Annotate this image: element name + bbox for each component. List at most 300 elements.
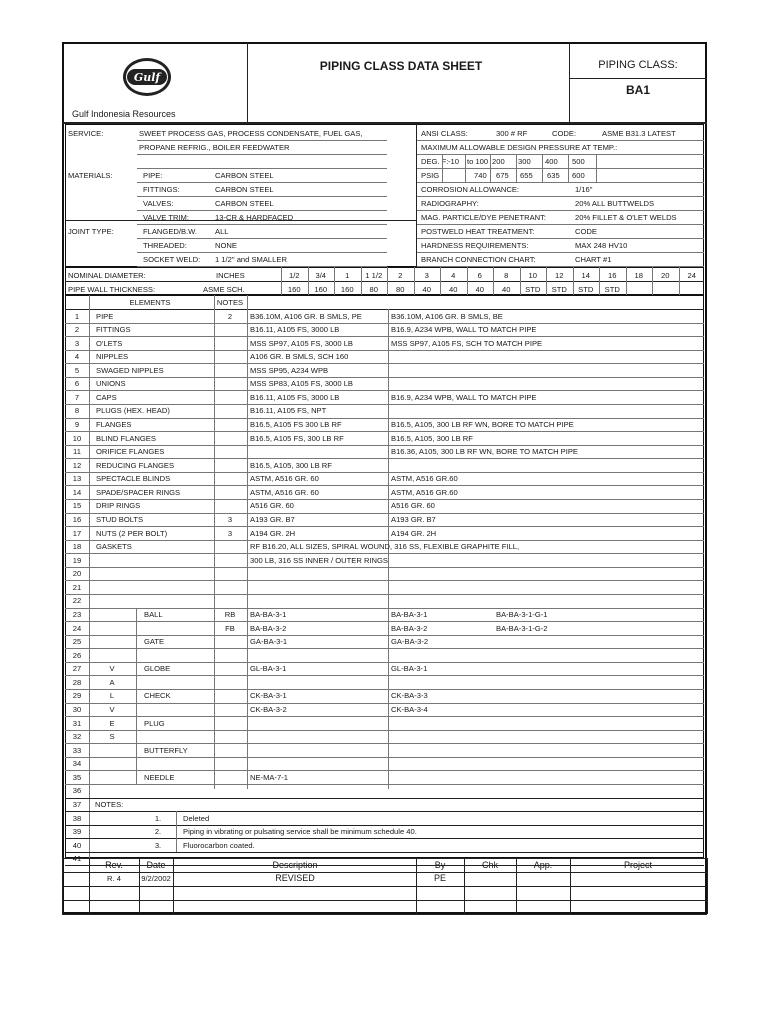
rule-line xyxy=(65,458,704,459)
row-number: 41 xyxy=(72,854,82,864)
rule-line xyxy=(417,154,704,155)
rule-line xyxy=(417,168,704,169)
row-number: 13 xyxy=(72,474,82,484)
header-divider-right xyxy=(569,42,570,122)
row-large-bore: B16.9, A234 WPB, WALL TO MATCH PIPE xyxy=(391,325,537,335)
rule-line xyxy=(89,858,90,914)
row-small-bore: CK-BA-3-2 xyxy=(250,705,287,715)
valves-letter: S xyxy=(109,732,115,742)
row-note: 2 xyxy=(227,311,233,321)
row-small-bore: A194 GR. 2H xyxy=(250,528,296,538)
size-schedule: 80 xyxy=(369,285,378,294)
nominal-label: NOMINAL DIAMETER: xyxy=(68,271,146,280)
rule-line xyxy=(490,154,491,182)
row-number: 4 xyxy=(74,352,80,362)
wall-label: PIPE WALL THICKNESS: xyxy=(68,285,156,294)
row-element: GASKETS xyxy=(96,542,132,552)
rule-line xyxy=(65,281,704,282)
rule-line xyxy=(361,267,362,295)
deg-value: 300 xyxy=(518,157,531,166)
rule-line xyxy=(387,267,388,295)
revision-header: By xyxy=(434,860,446,870)
row-number: 35 xyxy=(72,772,82,782)
row-large-bore: B36.10M, A106 GR. B SMLS, BE xyxy=(391,311,503,321)
row-number: 2 xyxy=(74,325,80,335)
spec-value: 20% ALL BUTTWELDS xyxy=(575,199,655,208)
row-element: FITTINGS xyxy=(96,325,131,335)
row-large-bore: MSS SP97, A105 FS, SCH TO MATCH PIPE xyxy=(391,338,543,348)
rule-line xyxy=(65,648,704,649)
row-element: REDUCING FLANGES xyxy=(96,460,175,470)
spec-value: 1/16" xyxy=(575,185,593,194)
asme-label: ASME SCH. xyxy=(203,285,245,294)
rule-line xyxy=(417,210,704,211)
row-number: 23 xyxy=(72,610,82,620)
rule-line xyxy=(65,431,704,432)
row-number: 31 xyxy=(72,718,82,728)
rule-line xyxy=(65,390,704,391)
rule-line xyxy=(62,900,707,901)
revision-date: 9/2/2002 xyxy=(141,874,171,883)
spec-key: RADIOGRAPHY: xyxy=(421,199,479,208)
rule-line xyxy=(65,784,704,785)
row-number: 27 xyxy=(72,664,82,674)
row-number: 12 xyxy=(72,460,82,470)
row-number: 6 xyxy=(74,379,80,389)
psig-label: PSIG xyxy=(421,171,440,180)
rule-line xyxy=(65,220,417,221)
row-note: 1. xyxy=(154,813,162,823)
row-element: CHECK xyxy=(144,691,171,701)
row-large-bore: B16.5, A105, 300 LB RF WN, BORE TO MATCH PIPE xyxy=(391,420,574,430)
row-element: SWAGED NIPPLES xyxy=(96,365,164,375)
header-divider-left xyxy=(247,42,248,122)
row-note: 3. xyxy=(154,840,162,850)
row-element: PIPE xyxy=(96,311,114,321)
size-schedule: 40 xyxy=(502,285,511,294)
size-inch: 6 xyxy=(477,271,482,280)
row-large-bore: GA-BA-3-2 xyxy=(391,637,429,647)
rule-line xyxy=(65,703,704,704)
row-number: 36 xyxy=(72,786,82,796)
size-inch: 1 xyxy=(345,271,350,280)
note-text: Fluorocarbon coated. xyxy=(183,840,255,850)
class-divider xyxy=(569,78,707,79)
row-element: SPADE/SPACER RINGS xyxy=(96,487,181,497)
size-schedule: 40 xyxy=(475,285,484,294)
psig-value: 675 xyxy=(496,171,509,180)
size-inch: 16 xyxy=(608,271,617,280)
inches-label: INCHES xyxy=(216,271,245,280)
materials-label: MATERIALS: xyxy=(68,171,113,180)
rule-line xyxy=(137,140,387,141)
material-key: VALVE TRIM: xyxy=(143,213,189,222)
row-large-bore: A194 GR. 2H xyxy=(391,528,437,538)
rule-line xyxy=(65,445,704,446)
row-number: 29 xyxy=(72,691,82,701)
rule-line xyxy=(176,811,177,852)
row-number: 25 xyxy=(72,637,82,647)
row-element: BALL xyxy=(144,610,163,620)
revision-by: PE xyxy=(433,873,447,883)
rule-line xyxy=(65,825,704,826)
row-small-bore: B16.5, A105 FS, 300 LB RF xyxy=(250,433,344,443)
rule-line xyxy=(414,267,415,295)
material-key: PIPE: xyxy=(143,171,163,180)
rule-line xyxy=(65,309,704,310)
rule-line xyxy=(679,267,680,295)
joint-value: ALL xyxy=(215,227,229,236)
row-element: NEEDLE xyxy=(144,772,175,782)
note-text: Piping in vibrating or pulsating service shall be minimum schedule 40. xyxy=(183,827,417,837)
max-pressure: MAXIMUM ALLOWABLE DESIGN PRESSURE AT TEMP.: xyxy=(421,143,618,152)
row-large-bore: B16.5, A105, 300 LB RF xyxy=(391,433,473,443)
rule-line xyxy=(65,553,704,554)
row-small-bore: RF B16.20, ALL SIZES, SPIRAL WOUND, 316 SS, FLEXIBLE GRAPHITE FILL, xyxy=(250,542,520,552)
row-small-bore: B16.11, A105 FS, 3000 LB xyxy=(250,392,340,402)
joint-key: THREADED: xyxy=(143,241,187,250)
valves-letter: V xyxy=(109,664,115,674)
valves-letter: E xyxy=(109,718,115,728)
row-element: GLOBE xyxy=(144,664,171,674)
row-element: BUTTERFLY xyxy=(144,745,188,755)
rule-line xyxy=(417,196,704,197)
code-label: CODE: xyxy=(552,129,577,138)
rule-line xyxy=(417,140,704,141)
row-element: CAPS xyxy=(96,392,117,402)
rule-line xyxy=(65,363,704,364)
size-inch: 20 xyxy=(661,271,670,280)
psig-value: 740 xyxy=(474,171,487,180)
rule-line xyxy=(416,858,417,914)
row-number: 24 xyxy=(72,623,82,633)
rule-line xyxy=(707,858,708,914)
row-small-bore: BA-BA-3-2 xyxy=(250,623,287,633)
row-number: 19 xyxy=(72,555,82,565)
spec-value: MAX 248 HV10 xyxy=(575,241,628,250)
row-element: BLIND FLANGES xyxy=(96,433,156,443)
row-number: 28 xyxy=(72,677,82,687)
rule-line xyxy=(281,267,282,295)
rule-line xyxy=(465,154,466,182)
psig-value: 655 xyxy=(520,171,533,180)
notes-header: NOTES xyxy=(216,298,244,307)
rule-line xyxy=(516,154,517,182)
row-note: 3 xyxy=(227,515,233,525)
row-element: SPECTACLE BLINDS xyxy=(96,474,171,484)
rule-line xyxy=(65,513,704,514)
deg-label: DEG. F: xyxy=(421,157,449,166)
note-text: Deleted xyxy=(183,813,210,823)
logo-text: Gulf xyxy=(127,69,167,85)
valves-letter: V xyxy=(109,705,115,715)
row-small-bore: MSS SP97, A105 FS, 3000 LB xyxy=(250,338,354,348)
row-number: 9 xyxy=(74,420,80,430)
ansi-value: 300 # RF xyxy=(496,129,528,138)
rule-line xyxy=(62,858,707,859)
rule-line xyxy=(65,811,704,812)
row-number: 8 xyxy=(74,406,80,416)
row-large-bore: CK-BA-3-4 xyxy=(391,705,428,715)
row-element: GATE xyxy=(144,637,165,647)
spec-key: CORROSION ALLOWANCE: xyxy=(421,185,520,194)
revision-description: REVISED xyxy=(275,873,315,883)
row-element: DRIP RINGS xyxy=(96,501,141,511)
rule-line xyxy=(570,858,571,914)
rule-line xyxy=(546,267,547,295)
rule-line xyxy=(568,154,569,182)
row-note: RB xyxy=(224,610,236,620)
rule-line xyxy=(65,798,704,799)
class-label: PIPING CLASS: xyxy=(598,59,678,71)
size-schedule: STD xyxy=(578,285,594,294)
row-large-bore: BA-BA-3-1 xyxy=(391,610,428,620)
row-number: 14 xyxy=(72,487,82,497)
revision-rev: R. 4 xyxy=(107,874,121,883)
size-inch: 1 1/2 xyxy=(365,271,383,280)
size-inch: 3/4 xyxy=(315,271,327,280)
rule-line xyxy=(417,252,704,253)
rule-line xyxy=(62,914,707,915)
row-large-bore: ASTM, A516 GR.60 xyxy=(391,487,458,497)
rule-line xyxy=(65,526,704,527)
rule-line xyxy=(137,252,387,253)
row-note: 2. xyxy=(154,827,162,837)
spec-key: BRANCH CONNECTION CHART: xyxy=(421,255,536,264)
rule-line xyxy=(65,567,704,568)
row-element: NOTES: xyxy=(95,800,124,810)
rule-line xyxy=(65,580,704,581)
row-small-bore: GA-BA-3-1 xyxy=(250,637,288,647)
size-schedule: STD xyxy=(604,285,620,294)
rule-line xyxy=(467,267,468,295)
revision-header: Project xyxy=(623,860,653,870)
row-small-bore: MSS SP83, A105 FS, 3000 LB xyxy=(250,379,354,389)
rule-line xyxy=(626,267,627,295)
row-number: 11 xyxy=(73,447,81,457)
row-small-bore: BA-BA-3-1 xyxy=(250,610,287,620)
row-small-bore: ASTM, A516 GR. 60 xyxy=(250,487,319,497)
size-inch: 18 xyxy=(634,271,643,280)
rule-line xyxy=(214,295,215,789)
rule-line xyxy=(440,267,441,295)
rule-line xyxy=(137,210,387,211)
rule-line xyxy=(65,743,704,744)
row-large-bore: A516 GR. 60 xyxy=(391,501,435,511)
rule-line xyxy=(464,858,465,914)
size-inch: 10 xyxy=(528,271,537,280)
rule-line xyxy=(65,689,704,690)
spec-value: CODE xyxy=(575,227,597,236)
rule-line xyxy=(62,886,707,887)
rule-line xyxy=(137,168,387,169)
row-number: 40 xyxy=(72,840,82,850)
elements-header: ELEMENTS xyxy=(129,298,171,307)
row-number: 20 xyxy=(72,569,82,579)
row-small-bore: NE-MA-7-1 xyxy=(250,772,288,782)
spec-key: HARDNESS REQUIREMENTS: xyxy=(421,241,529,250)
size-schedule: 80 xyxy=(396,285,405,294)
rule-line xyxy=(596,154,597,182)
row-large-bore: B16.36, A105, 300 LB RF WN, BORE TO MATCH PIPE xyxy=(391,447,578,457)
row-small-bore: A193 GR. B7 xyxy=(250,515,295,525)
rule-line xyxy=(65,350,704,351)
size-schedule: 40 xyxy=(449,285,458,294)
rule-line xyxy=(65,323,704,324)
row-number: 17 xyxy=(72,528,82,538)
size-inch: 12 xyxy=(555,271,564,280)
deg-value: to 100 xyxy=(467,157,489,166)
rule-line xyxy=(542,154,543,182)
rule-line xyxy=(493,267,494,295)
row-number: 21 xyxy=(72,582,82,592)
row-small-bore: B16.5, A105 FS 300 LB RF xyxy=(250,420,342,430)
rule-line xyxy=(65,621,704,622)
row-number: 33 xyxy=(72,745,82,755)
row-note: 3 xyxy=(227,528,233,538)
joint-key: FLANGED/B.W. xyxy=(143,227,198,236)
rule-line xyxy=(65,540,704,541)
row-number: 5 xyxy=(74,365,80,375)
psig-value: 635 xyxy=(547,171,560,180)
page-title: PIPING CLASS DATA SHEET xyxy=(319,59,483,73)
size-schedule: STD xyxy=(525,285,541,294)
row-small-bore: B16.11, A105 FS, NPT xyxy=(250,406,327,416)
material-value: CARBON STEEL xyxy=(215,185,274,194)
row-large-bore: BA-BA-3-2 xyxy=(391,623,428,633)
joint-label: JOINT TYPE: xyxy=(68,227,114,236)
row-number: 15 xyxy=(72,501,82,511)
size-inch: 8 xyxy=(504,271,509,280)
joint-value: NONE xyxy=(215,241,237,250)
rule-line xyxy=(62,872,707,873)
row-element: NUTS (2 PER BOLT) xyxy=(96,528,168,538)
rule-line xyxy=(65,377,704,378)
revision-header: Description xyxy=(272,860,318,870)
revision-header: Chk xyxy=(481,860,499,870)
rule-line xyxy=(417,182,704,183)
rule-line xyxy=(65,594,704,595)
spec-key: POSTWELD HEAT TREATMENT: xyxy=(421,227,535,236)
rule-line xyxy=(65,485,704,486)
rule-line xyxy=(65,770,704,771)
rule-line xyxy=(520,267,521,295)
spec-value: 20% FILLET & O'LET WELDS xyxy=(575,213,677,222)
row-large-bore: ASTM, A516 GR.60 xyxy=(391,474,458,484)
rule-line xyxy=(65,499,704,500)
rule-line xyxy=(65,662,704,663)
size-inch: 2 xyxy=(398,271,403,280)
row-number: 37 xyxy=(72,800,82,810)
rule-line xyxy=(247,295,248,789)
revision-header: App. xyxy=(533,860,553,870)
row-small-bore: B36.10M, A106 GR. B SMLS, PE xyxy=(250,311,362,321)
rule-line xyxy=(62,858,63,914)
row-element: PLUG xyxy=(144,718,165,728)
row-number: 38 xyxy=(72,813,82,823)
rule-line xyxy=(65,716,704,717)
row-small-bore: A106 GR. B SMLS, SCH 160 xyxy=(250,352,349,362)
material-key: FITTINGS: xyxy=(143,185,180,194)
ansi-label: ANSI CLASS: xyxy=(421,129,468,138)
service-line-2: PROPANE REFRIG., BOILER FEEDWATER xyxy=(139,143,290,152)
row-small-bore: A516 GR. 60 xyxy=(250,501,294,511)
psig-value: 600 xyxy=(572,171,585,180)
row-number: 7 xyxy=(74,392,80,402)
service-label: SERVICE: xyxy=(68,129,104,138)
row-large-bore: A193 GR. B7 xyxy=(391,515,436,525)
row-element: STUD BOLTS xyxy=(96,515,144,525)
size-schedule: 160 xyxy=(287,285,301,294)
rule-line xyxy=(599,267,600,295)
row-element: UNIONS xyxy=(96,379,126,389)
size-schedule: STD xyxy=(551,285,567,294)
valves-letter: L xyxy=(109,691,115,701)
rule-line xyxy=(65,852,704,853)
row-small-bore: 300 LB, 316 SS INNER / OUTER RINGS xyxy=(250,555,389,565)
row-number: 39 xyxy=(72,827,82,837)
rule-line xyxy=(442,154,443,182)
rule-line xyxy=(65,608,704,609)
valves-letter: A xyxy=(109,677,115,687)
revision-header: Date xyxy=(146,860,166,870)
rule-line xyxy=(139,858,140,914)
service-line-1: SWEET PROCESS GAS, PROCESS CONDENSATE, FUEL GAS, xyxy=(139,129,363,138)
rule-line xyxy=(137,154,387,155)
deg-value: 400 xyxy=(545,157,558,166)
size-schedule: 160 xyxy=(314,285,328,294)
deg-value: 500 xyxy=(572,157,585,166)
rule-line xyxy=(65,635,704,636)
spec-key: MAG. PARTICLE/DYE PENETRANT: xyxy=(421,213,547,222)
row-number: 3 xyxy=(74,338,80,348)
row-large-bore: B16.9, A234 WPB, WALL TO MATCH PIPE xyxy=(391,392,537,402)
deg-value: -10 xyxy=(448,157,459,166)
row-number: 26 xyxy=(72,650,82,660)
row-number: 18 xyxy=(72,542,82,552)
rule-line xyxy=(65,418,704,419)
size-inch: 4 xyxy=(451,271,456,280)
code-value: ASME B31.3 LATEST xyxy=(602,129,676,138)
row-number: 22 xyxy=(72,596,82,606)
row-note: FB xyxy=(225,623,235,633)
size-schedule: 40 xyxy=(422,285,431,294)
row-large-bore: GL-BA-3-1 xyxy=(391,664,428,674)
row-element: PLUGS (HEX. HEAD) xyxy=(96,406,170,416)
rule-line xyxy=(308,267,309,295)
row-number: 1 xyxy=(74,311,80,321)
material-value: CARBON STEEL xyxy=(215,171,274,180)
joint-value: 1 1/2" and SMALLER xyxy=(215,255,287,264)
revision-header: Rev. xyxy=(105,860,123,870)
row-number: 34 xyxy=(72,759,82,769)
rule-line xyxy=(137,224,387,225)
size-inch: 1/2 xyxy=(288,271,300,280)
rule-line xyxy=(334,267,335,295)
rule-line xyxy=(65,838,704,839)
rule-line xyxy=(65,730,704,731)
row-small-bore: ASTM, A516 GR. 60 xyxy=(250,474,319,484)
rule-line xyxy=(137,182,387,183)
rule-line xyxy=(89,295,90,858)
gulf-logo xyxy=(123,58,171,96)
row-small-bore: MSS SP95, A234 WPB xyxy=(250,365,329,375)
joint-key: SOCKET WELD: xyxy=(143,255,201,264)
deg-value: 200 xyxy=(492,157,505,166)
rule-line xyxy=(173,858,174,914)
row-number: 10 xyxy=(72,433,82,443)
material-key: VALVES: xyxy=(143,199,174,208)
